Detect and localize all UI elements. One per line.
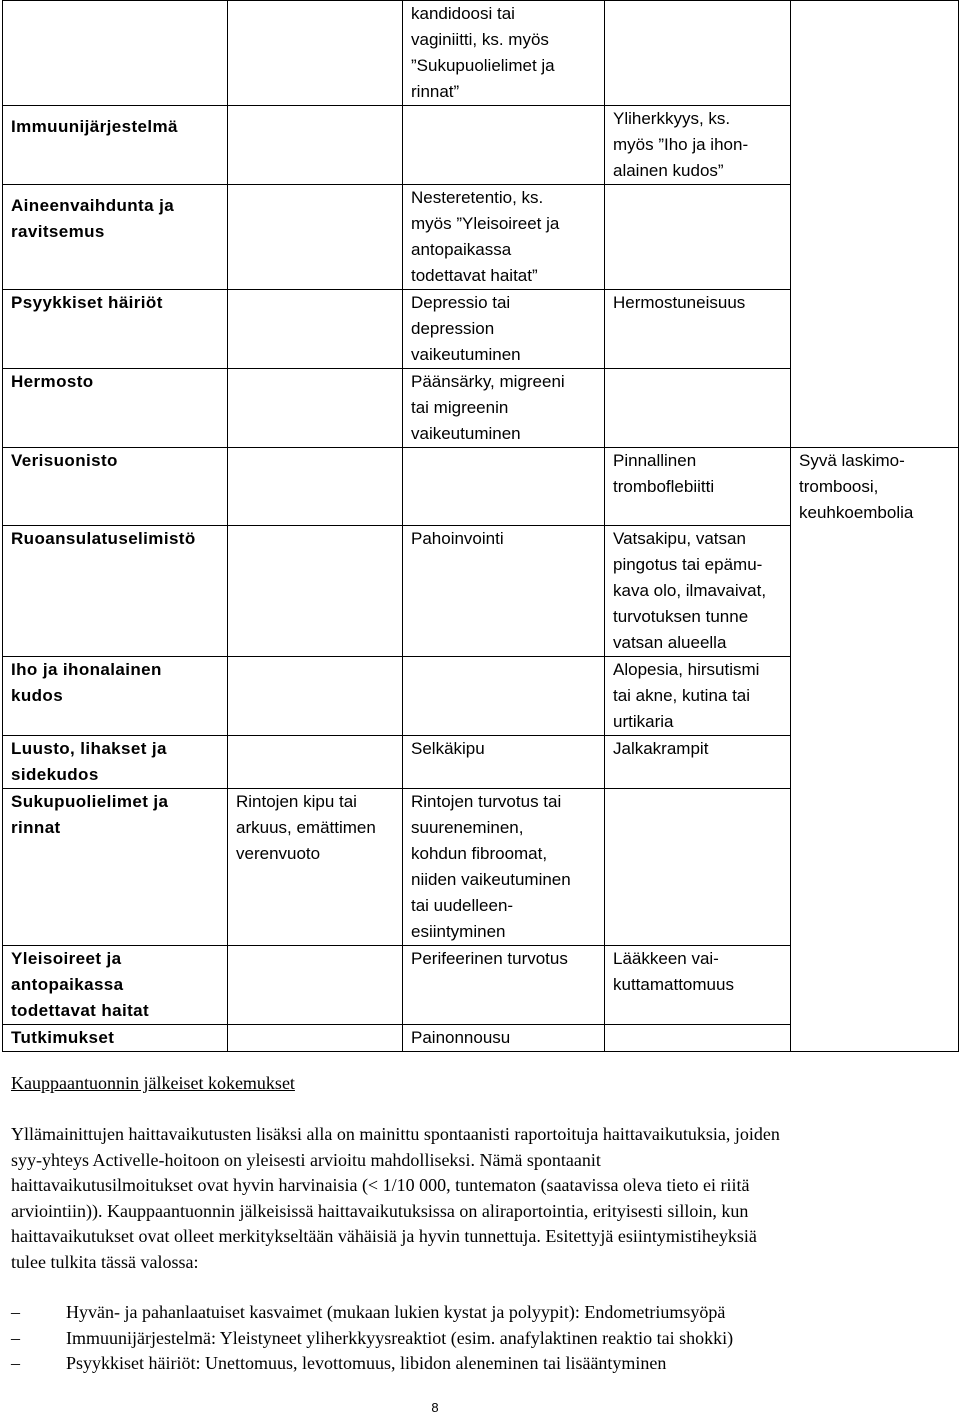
reaction-cell bbox=[228, 106, 403, 185]
adverse-reactions-table bbox=[2, 0, 959, 1052]
reaction-cell bbox=[228, 1025, 403, 1052]
reaction-cell: Syvä laskimo- tromboosi, keuhkoembolia bbox=[791, 448, 959, 1052]
reaction-cell: kandidoosi tai vaginiitti, ks. myös ”Sukupuolielimet ja rinnat” bbox=[403, 1, 605, 106]
reaction-cell bbox=[403, 106, 605, 185]
table-row bbox=[3, 448, 959, 526]
organ-class-cell: Ruoansulatuselimistö bbox=[3, 526, 228, 657]
bullet-list bbox=[11, 1300, 951, 1377]
reaction-cell bbox=[228, 448, 403, 526]
organ-class-cell: Iho ja ihonalainen kudos bbox=[3, 657, 228, 736]
organ-class-cell: Luusto, lihakset ja sidekudos bbox=[3, 736, 228, 789]
reaction-cell: Yliherkkyys, ks. myös ”Iho ja ihon- alainen kudos” bbox=[605, 106, 791, 185]
reaction-cell bbox=[228, 657, 403, 736]
reaction-cell: Perifeerinen turvotus bbox=[403, 946, 605, 1025]
reaction-cell bbox=[791, 1, 959, 448]
reaction-cell: Selkäkipu bbox=[403, 736, 605, 789]
reaction-cell bbox=[228, 290, 403, 369]
list-item-text: Immuunijärjestelmä: Yleistyneet yliherkkyysreaktiot (esim. anafylaktinen reaktio tai shokki) bbox=[66, 1327, 734, 1348]
page-number: 8 bbox=[431, 1400, 439, 1415]
reaction-cell: Rintojen turvotus tai suureneminen, kohdun fibroomat, niiden vaikeutuminen tai uudelleen- esiintyminen bbox=[403, 789, 605, 946]
reaction-cell: Lääkkeen vai- kuttamattomuus bbox=[605, 946, 791, 1025]
reaction-cell: Pahoinvointi bbox=[403, 526, 605, 657]
list-item-text: Hyvän- ja pahanlaatuiset kasvaimet (mukaan lukien kystat ja polyypit): Endometriumsyöpä bbox=[66, 1302, 726, 1322]
reaction-cell: Painonnousu bbox=[403, 1025, 605, 1052]
reaction-cell bbox=[228, 946, 403, 1025]
organ-class-cell: Psyykkiset häiriöt bbox=[3, 290, 228, 369]
organ-class-cell: Sukupuolielimet ja rinnat bbox=[3, 789, 228, 946]
reaction-cell bbox=[605, 789, 791, 946]
reaction-cell bbox=[605, 1, 791, 106]
intro-paragraph: Yllämainittujen haittavaikutusten lisäksi alla on mainittu spontaanisti raportoituja haittavaikutuksia, joiden syy-yhteys Activelle-hoitoon on yleisesti arvioitu mahdolliseksi. Nämä spontaanit haittavaikutusilmoitukset ovat hyvin harvinaisia (< 1/10 000, tuntematon (saatavissa oleva tieto ei riitä arviointiin)). Kauppaantuonnin jälkeisissä haittavaikutuksissa on aliraportointia, erityisesti silloin, kun haittavaikutukset ovat olleet merkitykseltään vähäisiä ja hyvin tunnettuja. Esitettyjä esiintymistiheyksiä tulee tulkita tässä valossa: bbox=[11, 1124, 780, 1272]
dash-bullet-icon: – bbox=[11, 1353, 20, 1373]
list-item-text: Psyykkiset häiriöt: Unettomuus, levottomuus, libidon aleneminen tai lisääntyminen bbox=[66, 1353, 667, 1373]
reaction-cell bbox=[403, 657, 605, 736]
reaction-cell: Jalkakrampit bbox=[605, 736, 791, 789]
reaction-cell: Hermostuneisuus bbox=[605, 290, 791, 369]
reaction-cell bbox=[228, 369, 403, 448]
organ-class-cell: Yleisoireet ja antopaikassa todettavat haitat bbox=[3, 946, 228, 1025]
dash-bullet-icon: – bbox=[11, 1327, 20, 1348]
organ-class-cell: Verisuonisto bbox=[3, 448, 228, 526]
organ-class-cell: Immuunijärjestelmä bbox=[3, 106, 228, 185]
organ-class-cell bbox=[3, 1, 228, 106]
reaction-cell: Päänsärky, migreeni tai migreenin vaikeutuminen bbox=[403, 369, 605, 448]
reaction-cell bbox=[228, 185, 403, 290]
list-item bbox=[11, 1326, 951, 1352]
section-heading: Kauppaantuonnin jälkeiset kokemukset bbox=[11, 1073, 295, 1093]
reaction-cell: Rintojen kipu tai arkuus, emättimen verenvuoto bbox=[228, 789, 403, 946]
reaction-cell bbox=[605, 185, 791, 290]
reaction-cell: Nesteretentio, ks. myös ”Yleisoireet ja antopaikassa todettavat haitat” bbox=[403, 185, 605, 290]
organ-class-cell: Tutkimukset bbox=[3, 1025, 228, 1052]
reaction-cell bbox=[228, 736, 403, 789]
list-item bbox=[11, 1300, 951, 1326]
reaction-cell: Pinnallinen tromboflebiitti bbox=[605, 448, 791, 526]
reaction-cell bbox=[403, 448, 605, 526]
reaction-cell bbox=[228, 1, 403, 106]
reaction-cell: Vatsakipu, vatsan pingotus tai epämu- kava olo, ilmavaivat, turvotuksen tunne vatsan alueella bbox=[605, 526, 791, 657]
organ-class-cell: Hermosto bbox=[3, 369, 228, 448]
table-row bbox=[3, 1, 959, 106]
list-item bbox=[11, 1351, 951, 1377]
reaction-cell: Depressio tai depression vaikeutuminen bbox=[403, 290, 605, 369]
reaction-cell: Alopesia, hirsutismi tai akne, kutina tai urtikaria bbox=[605, 657, 791, 736]
reaction-cell bbox=[228, 526, 403, 657]
reaction-cell bbox=[605, 1025, 791, 1052]
organ-class-cell: Aineenvaihdunta ja ravitsemus bbox=[3, 185, 228, 290]
reaction-cell bbox=[605, 369, 791, 448]
dash-bullet-icon: – bbox=[11, 1302, 20, 1322]
